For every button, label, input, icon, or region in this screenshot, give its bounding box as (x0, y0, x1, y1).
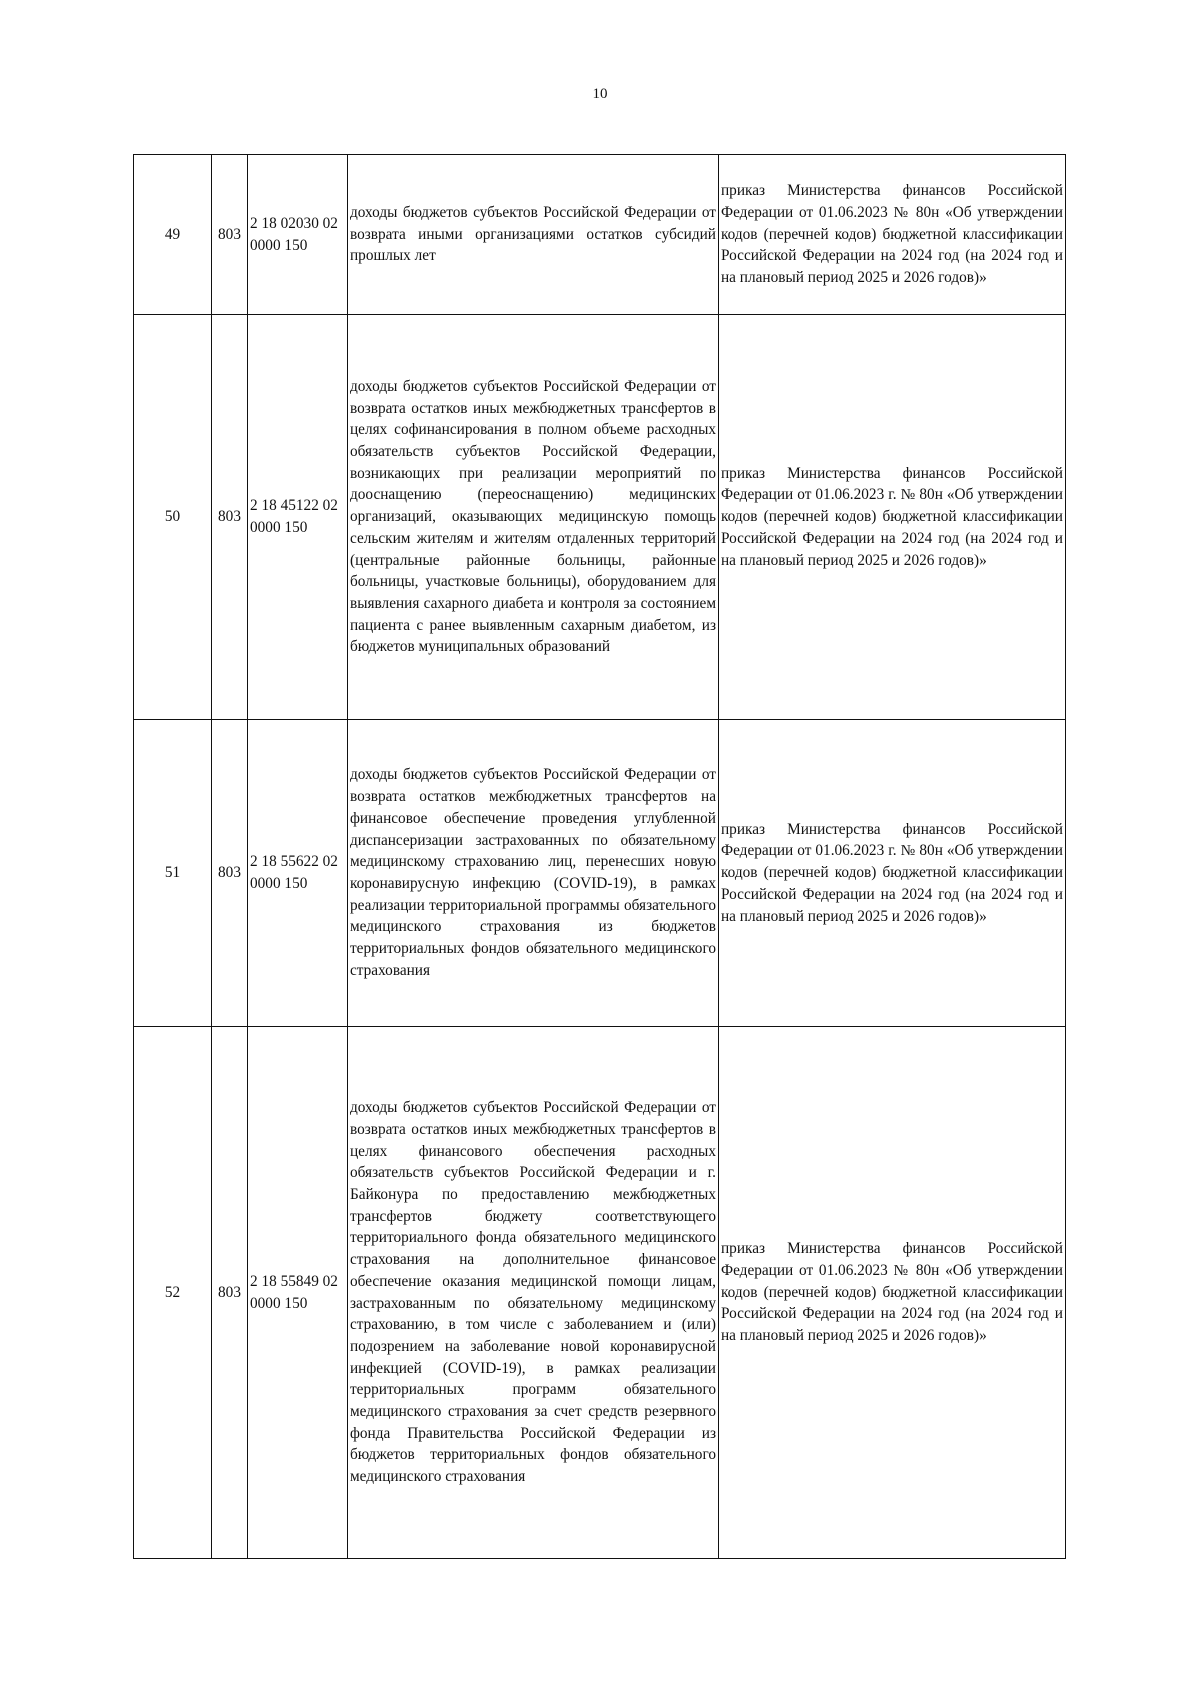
legal-basis: приказ Министерства финансов Российской Федерации от 01.06.2023 г. № 80н «Об утверждении кодов (перечней кодов) бюджетной классификации Российской Федерации на 2024 год (на 2024 год и на плановый период 2025 и 2026 годов)» (719, 720, 1066, 1027)
budget-code: 2 18 55849 02 0000 150 (248, 1027, 348, 1559)
row-number: 52 (134, 1027, 212, 1559)
table-row (134, 720, 1066, 1027)
table-row (134, 315, 1066, 720)
income-description: доходы бюджетов субъектов Российской Федерации от возврата остатков иных межбюджетных трансфертов в целях финансового обеспечения расходных обязательств субъектов Российской Федерации и г. Байконура по предоставлению межбюджетных трансфертов бюджету соответствующего территориального фонда обязательного медицинского страхования на дополнительное финансовое обеспечение оказания медицинской помощи лицам, застрахованным по обязательному медицинскому страхованию, в том числе с заболеванием и (или) подозрением на заболевание новой коронавирусной инфекцией (COVID-19), в рамках реализации территориальных программ обязательного медицинского страхования за счет средств резервного фонда Правительства Российской Федерации из бюджетов территориальных фондов обязательного медицинского страхования (348, 1027, 719, 1559)
row-number: 51 (134, 720, 212, 1027)
budget-code: 2 18 02030 02 0000 150 (248, 155, 348, 315)
budget-code: 2 18 55622 02 0000 150 (248, 720, 348, 1027)
income-description: доходы бюджетов субъектов Российской Федерации от возврата остатков иных межбюджетных трансфертов в целях софинансирования в полном объеме расходных обязательств субъектов Российской Федерации, возникающих при реализации мероприятий по дооснащению (переоснащению) медицинских организаций, оказывающих медицинскую помощь сельским жителям и жителям отдаленных территорий (центральные районные больницы, районные больницы, участковые больницы), оборудованием для выявления сахарного диабета и контроля за состоянием пациента с ранее выявленным сахарным диабетом, из бюджетов муниципальных образований (348, 315, 719, 720)
page-number: 10 (592, 86, 608, 102)
legal-basis: приказ Министерства финансов Российской Федерации от 01.06.2023 г. № 80н «Об утверждении кодов (перечней кодов) бюджетной классификации Российской Федерации на 2024 год (на 2024 год и на плановый период 2025 и 2026 годов)» (719, 315, 1066, 720)
admin-code: 803 (212, 315, 248, 720)
legal-basis: приказ Министерства финансов Российской Федерации от 01.06.2023 № 80н «Об утверждении кодов (перечней кодов) бюджетной классификации Российской Федерации на 2024 год (на 2024 год и на плановый период 2025 и 2026 годов)» (719, 1027, 1066, 1559)
budget-code: 2 18 45122 02 0000 150 (248, 315, 348, 720)
legal-basis: приказ Министерства финансов Российской Федерации от 01.06.2023 № 80н «Об утверждении кодов (перечней кодов) бюджетной классификации Российской Федерации на 2024 год (на 2024 год и на плановый период 2025 и 2026 годов)» (719, 155, 1066, 315)
row-number: 50 (134, 315, 212, 720)
row-number: 49 (134, 155, 212, 315)
income-description: доходы бюджетов субъектов Российской Федерации от возврата иными организациями остатков субсидий прошлых лет (348, 155, 719, 315)
table-row (134, 155, 1066, 315)
admin-code: 803 (212, 1027, 248, 1559)
admin-code: 803 (212, 720, 248, 1027)
admin-code: 803 (212, 155, 248, 315)
income-description: доходы бюджетов субъектов Российской Федерации от возврата остатков межбюджетных трансфертов на финансовое обеспечение проведения углубленной диспансеризации застрахованных по обязательному медицинскому страхованию лиц, перенесших новую коронавирусную инфекцию (COVID-19), в рамках реализации территориальной программы обязательного медицинского страхования из бюджетов территориальных фондов обязательного медицинского страхования (348, 720, 719, 1027)
codes-table (133, 154, 1066, 1559)
table-row (134, 1027, 1066, 1559)
